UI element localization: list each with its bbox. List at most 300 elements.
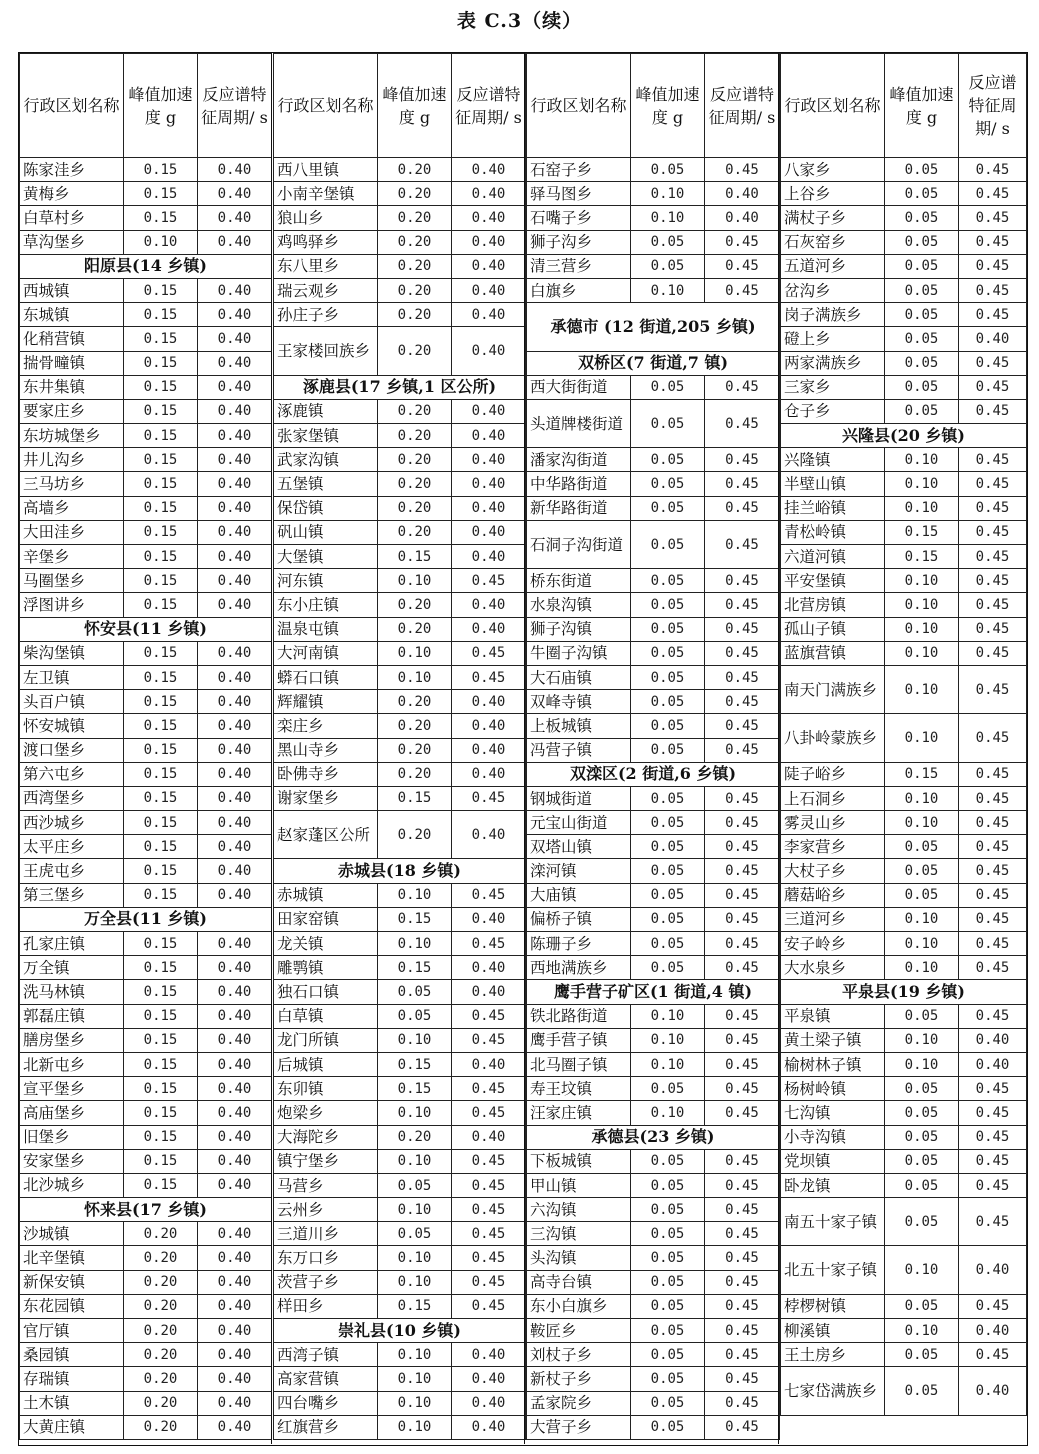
table-row	[274, 496, 526, 520]
table-row	[781, 545, 1027, 569]
cell-period: 0.40	[198, 1222, 272, 1246]
cell-name: 孔家庄镇	[20, 932, 124, 956]
cell-acceleration: 0.15	[378, 1077, 452, 1101]
table-row	[781, 303, 1027, 327]
cell-acceleration: 0.15	[124, 1173, 198, 1197]
group-row	[781, 980, 1027, 1004]
table-row	[20, 690, 272, 714]
cell-name: 六道河镇	[781, 545, 885, 569]
cell-name: 大田洼乡	[20, 520, 124, 544]
header-name: 行政区划名称	[274, 54, 378, 158]
cell-acceleration: 0.05	[631, 375, 705, 399]
table-row	[20, 1077, 272, 1101]
cell-acceleration: 0.05	[631, 520, 705, 568]
cell-acceleration: 0.05	[631, 472, 705, 496]
cell-name: 孙庄子乡	[274, 303, 378, 327]
cell-acceleration: 0.15	[885, 520, 959, 544]
cell-period: 0.40	[452, 520, 526, 544]
cell-name: 西沙城乡	[20, 811, 124, 835]
table-row	[274, 1028, 526, 1052]
cell-period: 0.40	[452, 206, 526, 230]
cell-acceleration: 0.05	[631, 1222, 705, 1246]
cell-period: 0.45	[705, 1415, 780, 1439]
cell-acceleration: 0.15	[124, 496, 198, 520]
table-row	[781, 230, 1027, 254]
cell-name: 黑山寺乡	[274, 738, 378, 762]
header-acceleration: 峰值加速度 g	[378, 54, 452, 158]
cell-name: 三沟镇	[527, 1222, 631, 1246]
cell-name: 桲椤树镇	[781, 1294, 885, 1318]
cell-period: 0.40	[452, 690, 526, 714]
table-row	[274, 182, 526, 206]
table-row	[527, 569, 780, 593]
cell-name: 存瑞镇	[20, 1367, 124, 1391]
cell-period: 0.45	[959, 811, 1027, 835]
table-row	[20, 158, 272, 182]
table-row	[274, 254, 526, 278]
cell-name: 南天门满族乡	[781, 665, 885, 713]
table-row	[274, 1149, 526, 1173]
cell-period: 0.40	[452, 738, 526, 762]
cell-name: 狼山乡	[274, 206, 378, 230]
cell-period: 0.45	[705, 472, 780, 496]
data-table	[526, 53, 780, 1440]
cell-name: 东城镇	[20, 303, 124, 327]
cell-acceleration: 0.10	[885, 1028, 959, 1052]
cell-name: 沙城镇	[20, 1222, 124, 1246]
cell-period: 0.45	[452, 1028, 526, 1052]
cell-period: 0.40	[959, 1246, 1027, 1294]
cell-name: 三道河乡	[781, 907, 885, 931]
cell-name: 半壁山镇	[781, 472, 885, 496]
cell-acceleration: 0.15	[124, 786, 198, 810]
cell-acceleration: 0.05	[885, 883, 959, 907]
cell-name: 龙门所镇	[274, 1028, 378, 1052]
cell-acceleration: 0.05	[631, 1149, 705, 1173]
cell-name: 平泉镇	[781, 1004, 885, 1028]
table-row	[20, 1294, 272, 1318]
cell-period: 0.45	[959, 206, 1027, 230]
cell-period: 0.40	[198, 1173, 272, 1197]
cell-acceleration: 0.10	[631, 182, 705, 206]
cell-period: 0.40	[198, 496, 272, 520]
cell-period: 0.40	[198, 375, 272, 399]
table-row	[781, 811, 1027, 835]
cell-period: 0.40	[452, 1343, 526, 1367]
table-row	[781, 1149, 1027, 1173]
cell-name: 大庙镇	[527, 883, 631, 907]
cell-name: 张家堡镇	[274, 424, 378, 448]
header-period: 反应谱特征周期/ s	[959, 54, 1027, 158]
cell-name: 陈家洼乡	[20, 158, 124, 182]
cell-period: 0.45	[452, 665, 526, 689]
cell-period: 0.40	[198, 1391, 272, 1415]
table-row	[20, 593, 272, 617]
table-column-3	[526, 53, 779, 1444]
page-title: 表 C.3（续）	[456, 10, 583, 32]
table-row	[274, 641, 526, 665]
table-row	[527, 617, 780, 641]
cell-name: 元宝山街道	[527, 811, 631, 835]
table-row	[20, 424, 272, 448]
table-row	[274, 206, 526, 230]
cell-acceleration: 0.20	[378, 399, 452, 423]
table-row	[527, 956, 780, 980]
cell-name: 洗马林镇	[20, 980, 124, 1004]
cell-name: 五堡镇	[274, 472, 378, 496]
table-row	[527, 206, 780, 230]
table-row	[781, 520, 1027, 544]
cell-acceleration: 0.15	[378, 956, 452, 980]
table-row	[20, 182, 272, 206]
cell-name: 西湾堡乡	[20, 786, 124, 810]
cell-period: 0.40	[198, 1270, 272, 1294]
cell-period: 0.40	[198, 230, 272, 254]
cell-acceleration: 0.10	[885, 932, 959, 956]
cell-period: 0.40	[198, 303, 272, 327]
cell-name: 官厅镇	[20, 1319, 124, 1343]
cell-name: 要家庄乡	[20, 399, 124, 423]
cell-period: 0.45	[705, 375, 780, 399]
cell-name: 上谷乡	[781, 182, 885, 206]
cell-name: 辛堡乡	[20, 545, 124, 569]
table-row	[274, 956, 526, 980]
table-row	[20, 206, 272, 230]
cell-name: 柴沟堡镇	[20, 641, 124, 665]
cell-period: 0.40	[198, 1004, 272, 1028]
group-title: 怀安县(11 乡镇)	[20, 617, 272, 641]
cell-acceleration: 0.10	[885, 569, 959, 593]
table-row	[274, 1004, 526, 1028]
cell-period: 0.45	[959, 399, 1027, 423]
cell-period: 0.45	[452, 1270, 526, 1294]
cell-period: 0.45	[705, 1222, 780, 1246]
cell-period: 0.45	[452, 1222, 526, 1246]
cell-period: 0.45	[705, 617, 780, 641]
cell-period: 0.40	[198, 1343, 272, 1367]
cell-name: 白旗乡	[527, 278, 631, 302]
cell-acceleration: 0.05	[631, 1270, 705, 1294]
group-title: 阳原县(14 乡镇)	[20, 254, 272, 278]
table-row	[274, 399, 526, 423]
cell-period: 0.40	[452, 399, 526, 423]
cell-acceleration: 0.05	[885, 158, 959, 182]
cell-acceleration: 0.05	[885, 230, 959, 254]
table-row	[781, 1198, 1027, 1246]
cell-name: 龙关镇	[274, 932, 378, 956]
table-row	[781, 714, 1027, 762]
cell-period: 0.45	[959, 448, 1027, 472]
cell-period: 0.40	[452, 230, 526, 254]
cell-name: 石灰窑乡	[781, 230, 885, 254]
table-row	[527, 230, 780, 254]
cell-acceleration: 0.20	[124, 1270, 198, 1294]
cell-name: 岔沟乡	[781, 278, 885, 302]
cell-acceleration: 0.15	[124, 545, 198, 569]
cell-period: 0.45	[705, 1052, 780, 1076]
group-row	[527, 351, 780, 375]
cell-acceleration: 0.05	[631, 448, 705, 472]
cell-name: 炮梁乡	[274, 1101, 378, 1125]
cell-name: 安子岭乡	[781, 932, 885, 956]
table-row	[527, 375, 780, 399]
cell-name: 雾灵山乡	[781, 811, 885, 835]
cell-period: 0.40	[452, 1125, 526, 1149]
cell-period: 0.40	[198, 641, 272, 665]
cell-period: 0.45	[959, 472, 1027, 496]
table-row	[20, 520, 272, 544]
cell-acceleration: 0.20	[124, 1294, 198, 1318]
cell-name: 上板城镇	[527, 714, 631, 738]
cell-period: 0.45	[705, 1101, 780, 1125]
cell-acceleration: 0.10	[378, 883, 452, 907]
table-row	[781, 835, 1027, 859]
cell-acceleration: 0.20	[378, 520, 452, 544]
cell-period: 0.40	[198, 278, 272, 302]
cell-acceleration: 0.20	[378, 617, 452, 641]
cell-acceleration: 0.05	[885, 399, 959, 423]
cell-name: 李家营乡	[781, 835, 885, 859]
table-row	[274, 1391, 526, 1415]
cell-acceleration: 0.05	[631, 1391, 705, 1415]
table-row	[781, 641, 1027, 665]
cell-name: 东万口乡	[274, 1246, 378, 1270]
table-row	[781, 883, 1027, 907]
cell-period: 0.45	[959, 883, 1027, 907]
table-row	[274, 327, 526, 375]
table-row	[527, 1149, 780, 1173]
cell-acceleration: 0.20	[124, 1367, 198, 1391]
table-row	[20, 545, 272, 569]
cell-acceleration: 0.05	[631, 883, 705, 907]
table-row	[527, 811, 780, 835]
cell-name: 头道牌楼街道	[527, 399, 631, 447]
table-row	[527, 1367, 780, 1391]
table-row	[781, 351, 1027, 375]
cell-acceleration: 0.10	[378, 1270, 452, 1294]
group-title: 涿鹿县(17 乡镇,1 区公所)	[274, 375, 526, 399]
cell-acceleration: 0.20	[124, 1391, 198, 1415]
cell-name: 两家满族乡	[781, 351, 885, 375]
cell-name: 栾庄乡	[274, 714, 378, 738]
cell-period: 0.45	[959, 1149, 1027, 1173]
group-title: 怀来县(17 乡镇)	[20, 1198, 272, 1222]
cell-name: 新保安镇	[20, 1270, 124, 1294]
cell-acceleration: 0.10	[885, 1319, 959, 1343]
cell-name: 四台嘴乡	[274, 1391, 378, 1415]
cell-name: 鸡鸣驿乡	[274, 230, 378, 254]
table-row	[274, 1270, 526, 1294]
cell-period: 0.40	[452, 1415, 526, 1439]
cell-name: 西城镇	[20, 278, 124, 302]
cell-name: 黄梅乡	[20, 182, 124, 206]
cell-acceleration: 0.15	[124, 303, 198, 327]
cell-period: 0.40	[198, 569, 272, 593]
cell-acceleration: 0.05	[885, 327, 959, 351]
cell-period: 0.45	[452, 786, 526, 810]
cell-name: 北五十家子镇	[781, 1246, 885, 1294]
cell-name: 膳房堡乡	[20, 1028, 124, 1052]
cell-acceleration: 0.05	[885, 254, 959, 278]
table-row	[781, 1343, 1027, 1367]
cell-acceleration: 0.20	[378, 496, 452, 520]
cell-period: 0.45	[959, 859, 1027, 883]
cell-name: 兴隆镇	[781, 448, 885, 472]
cell-name: 东坊城堡乡	[20, 424, 124, 448]
cell-period: 0.40	[959, 1052, 1027, 1076]
table-row	[527, 1077, 780, 1101]
cell-acceleration: 0.10	[885, 811, 959, 835]
group-title: 万全县(11 乡镇)	[20, 907, 272, 931]
cell-name: 七沟镇	[781, 1101, 885, 1125]
group-title: 兴隆县(20 乡镇)	[781, 424, 1027, 448]
cell-acceleration: 0.05	[885, 1367, 959, 1415]
cell-period: 0.45	[959, 786, 1027, 810]
table-frame	[18, 52, 1028, 1446]
cell-acceleration: 0.15	[124, 641, 198, 665]
cell-name: 白草村乡	[20, 206, 124, 230]
table-row	[781, 665, 1027, 713]
cell-period: 0.45	[705, 1173, 780, 1197]
cell-name: 茨营子乡	[274, 1270, 378, 1294]
cell-name: 鹰手营子镇	[527, 1028, 631, 1052]
cell-acceleration: 0.10	[885, 1246, 959, 1294]
table-row	[20, 980, 272, 1004]
cell-acceleration: 0.15	[124, 762, 198, 786]
cell-acceleration: 0.05	[885, 1125, 959, 1149]
table-row	[527, 254, 780, 278]
cell-period: 0.40	[452, 762, 526, 786]
cell-period: 0.40	[198, 786, 272, 810]
table-row	[20, 883, 272, 907]
cell-name: 赤城镇	[274, 883, 378, 907]
table-row	[20, 496, 272, 520]
cell-acceleration: 0.10	[378, 569, 452, 593]
cell-period: 0.40	[198, 1052, 272, 1076]
table-row	[781, 375, 1027, 399]
table-row	[20, 1391, 272, 1415]
cell-name: 独石口镇	[274, 980, 378, 1004]
cell-period: 0.40	[198, 1415, 272, 1439]
cell-period: 0.40	[452, 956, 526, 980]
cell-name: 岗子满族乡	[781, 303, 885, 327]
table-row	[20, 786, 272, 810]
cell-acceleration: 0.05	[631, 811, 705, 835]
table-row	[20, 932, 272, 956]
table-row	[781, 1028, 1027, 1052]
cell-acceleration: 0.05	[885, 278, 959, 302]
cell-name: 仓子乡	[781, 399, 885, 423]
table-row	[274, 1415, 526, 1439]
cell-period: 0.40	[198, 738, 272, 762]
cell-acceleration: 0.10	[378, 1367, 452, 1391]
cell-period: 0.40	[452, 545, 526, 569]
table-row	[527, 1004, 780, 1028]
table-row	[781, 1294, 1027, 1318]
cell-name: 辉耀镇	[274, 690, 378, 714]
table-row	[274, 907, 526, 931]
cell-acceleration: 0.05	[631, 665, 705, 689]
cell-acceleration: 0.10	[378, 1149, 452, 1173]
cell-period: 0.40	[452, 303, 526, 327]
cell-acceleration: 0.15	[378, 545, 452, 569]
cell-acceleration: 0.05	[885, 1004, 959, 1028]
cell-period: 0.45	[705, 448, 780, 472]
cell-acceleration: 0.10	[885, 496, 959, 520]
cell-acceleration: 0.20	[378, 182, 452, 206]
cell-period: 0.45	[705, 230, 780, 254]
cell-period: 0.45	[705, 158, 780, 182]
data-table	[780, 53, 1027, 1416]
cell-acceleration: 0.20	[378, 1125, 452, 1149]
table-row	[274, 1246, 526, 1270]
cell-period: 0.45	[705, 1367, 780, 1391]
group-row	[274, 375, 526, 399]
cell-period: 0.45	[705, 714, 780, 738]
cell-name: 北新屯乡	[20, 1052, 124, 1076]
table-row	[274, 1222, 526, 1246]
cell-acceleration: 0.15	[124, 351, 198, 375]
cell-name: 八家乡	[781, 158, 885, 182]
cell-name: 东小白旗乡	[527, 1294, 631, 1318]
table-row	[781, 206, 1027, 230]
cell-name: 党坝镇	[781, 1149, 885, 1173]
cell-name: 西地满族乡	[527, 956, 631, 980]
cell-name: 大海陀乡	[274, 1125, 378, 1149]
table-row	[527, 883, 780, 907]
cell-acceleration: 0.10	[378, 1246, 452, 1270]
cell-period: 0.40	[452, 714, 526, 738]
header-period: 反应谱特征周期/ s	[452, 54, 526, 158]
cell-period: 0.40	[198, 1101, 272, 1125]
cell-acceleration: 0.10	[885, 617, 959, 641]
cell-period: 0.40	[452, 182, 526, 206]
cell-acceleration: 0.10	[378, 1415, 452, 1439]
cell-name: 武家沟镇	[274, 448, 378, 472]
cell-name: 石洞子沟街道	[527, 520, 631, 568]
cell-period: 0.45	[452, 641, 526, 665]
cell-period: 0.40	[198, 520, 272, 544]
table-row	[274, 593, 526, 617]
table-row	[274, 932, 526, 956]
cell-acceleration: 0.05	[885, 206, 959, 230]
cell-name: 赵家蓬区公所	[274, 811, 378, 859]
cell-name: 磴上乡	[781, 327, 885, 351]
cell-acceleration: 0.05	[631, 1294, 705, 1318]
cell-name: 滦河镇	[527, 859, 631, 883]
table-row	[274, 786, 526, 810]
cell-acceleration: 0.15	[124, 206, 198, 230]
cell-acceleration: 0.10	[378, 1343, 452, 1367]
cell-acceleration: 0.20	[378, 278, 452, 302]
cell-period: 0.45	[959, 1198, 1027, 1246]
cell-period: 0.45	[452, 1101, 526, 1125]
cell-name: 太平庄乡	[20, 835, 124, 859]
cell-name: 刘杖子乡	[527, 1343, 631, 1367]
table-row	[274, 158, 526, 182]
cell-name: 矾山镇	[274, 520, 378, 544]
group-row	[527, 980, 780, 1004]
table-row	[781, 158, 1027, 182]
cell-name: 狮子沟镇	[527, 617, 631, 641]
cell-name: 东卯镇	[274, 1077, 378, 1101]
cell-period: 0.40	[452, 907, 526, 931]
table-row	[781, 254, 1027, 278]
cell-period: 0.45	[452, 1198, 526, 1222]
header-period: 反应谱特征周期/ s	[198, 54, 272, 158]
column-divider	[778, 53, 779, 1444]
cell-period: 0.40	[705, 182, 780, 206]
